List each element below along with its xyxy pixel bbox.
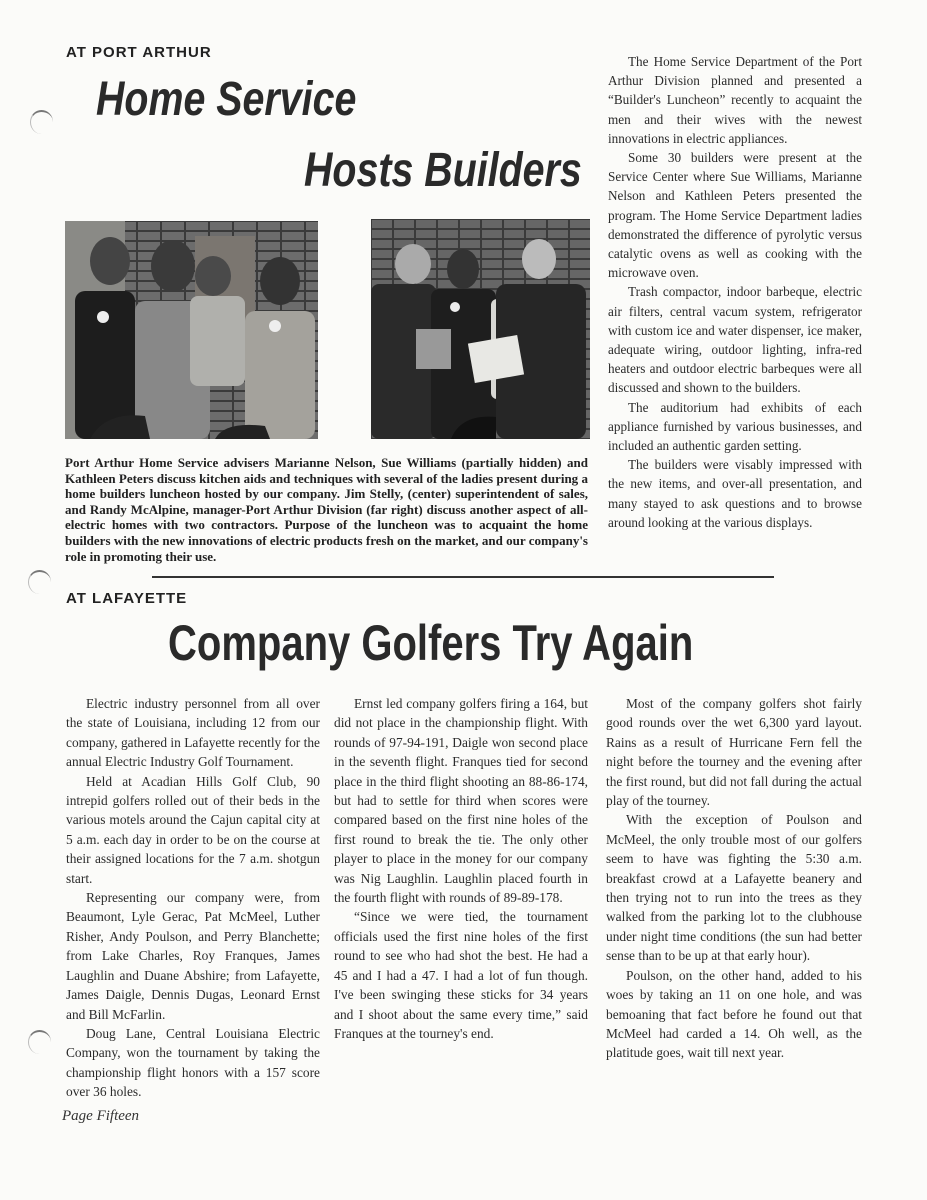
section-divider (152, 576, 774, 578)
article2-headline: Company Golfers Try Again (168, 615, 694, 671)
article2-paragraph: Poulson, on the other hand, added to his woes by taking an 11 on one hole, and was bemoaning that fact before he found out that McMeel had carded a 14. Oh well, as the platitude goes, wait till next year. (606, 967, 862, 1061)
article2-kicker: AT LAFAYETTE (66, 590, 188, 607)
article2-paragraph: Ernst led company golfers firing a 164, but did not place in the championship flight. With rounds of 97-94-191, Daigle won second place in the seventh flight. Franques tied for second place in the third flight shooting an 88-86-174, but had to settle for third when scores were compared based on the first nine holes of the first round to break the tie. The only other player to place in the money for our company was Nig Laughlin. Laughlin placed fourth in the fourth flight with rounds of 89-89-178. (334, 696, 588, 906)
article1-paragraph: Trash compactor, indoor barbeque, electric air filters, central vacum system, refrigerator with custom ice and water dispenser, ice maker, adequate wiring, outdoor lighting, infra-red heaters and outdoor electric barbeques were all discussed and shown to the builders. (608, 284, 862, 396)
article2-paragraph: Electric industry personnel from all over the state of Louisiana, including 12 from our company, gathered in Lafayette recently for the annual Electric Industry Golf Tournament. (66, 696, 320, 770)
article1-paragraph: The auditorium had exhibits of each appliance furnished by various businesses, and included an authentic garden setting. (608, 399, 862, 454)
photo-ladies-luncheon (65, 221, 318, 439)
photo-ladies-image (65, 221, 318, 439)
article1-kicker: AT PORT ARTHUR (66, 44, 212, 61)
article1-paragraph: The builders were visably impressed with the new items, and over-all presentation, and many stayed to ask questions and to browse around looking at the various displays. (608, 457, 862, 530)
photo-builders-contractors (371, 219, 590, 439)
article2-column-2 (334, 694, 588, 1043)
article2-column-3 (606, 694, 862, 1063)
article2-column-1 (66, 694, 320, 1102)
article1-paragraph: Some 30 builders were present at the Service Center where Sue Williams, Marianne Nelson and Kathleen Peters presented the program. The Home Service Department ladies demonstrated the difference of pyrolytic versus catalytic ovens as well as cooking with the microwave oven. (608, 150, 862, 281)
article1-headline-line1: Home Service (96, 73, 357, 126)
article1-paragraph: The Home Service Department of the Port Arthur Division planned and presented a “Builder's Luncheon” recently to acquaint the men and their wives with the newest innovations in electric appliances. (608, 54, 862, 146)
photo-builders-image (371, 219, 590, 439)
photo-caption: Port Arthur Home Service advisers Marianne Nelson, Sue Williams (partially hidden) and Kathleen Peters discuss kitchen aids and techniques with several of the ladies present during a home builders luncheon hosted by our company. Jim Stelly, (center) superintendent of sales, and Randy McAlpine, manager-Port Arthur Division (far right) discuss another aspect of all-electric homes with two contractors. Purpose of the luncheon was to acquaint the home builders with the new innovations of electric products fresh on the market, and our company's role in promoting their use. (65, 455, 588, 564)
punch-hole-bottom (28, 1030, 51, 1054)
article2-paragraph: Doug Lane, Central Louisiana Electric Company, won the tournament by taking the championship flight honors with a 157 score over 36 holes. (66, 1025, 320, 1100)
article1-headline-line2: Hosts Builders (304, 144, 582, 197)
article2-paragraph: Representing our company were, from Beaumont, Lyle Gerac, Pat McMeel, Luther Risher, Andy Poulson, and Perry Blanchette; from Lake Charles, Roy Franques, James Laughlin and Duane Abshire; from Lafayette, James Daigle, Dennis Dugas, Leonard Ernst and Bill McFarlin. (66, 890, 320, 1022)
article1-body (608, 52, 862, 532)
punch-hole-middle (28, 570, 51, 594)
page-number: Page Fifteen (62, 1108, 140, 1124)
article2-paragraph: Most of the company golfers shot fairly good rounds over the wet 6,300 yard layout. Rains as a result of Hurricane Fern fell the night before the tourney and the evening after the first round, but did not fall during the actual play of the tourney. (606, 696, 862, 809)
article2-paragraph: “Since we were tied, the tournament officials used the first nine holes of the first round to see who had shot the best. He had a 45 and I had a 47. I had a lot of fun though. I've been swinging these sticks for 34 years and I shoot about the same every time,” said Franques at the tourney's end. (334, 909, 588, 1041)
punch-hole-top (30, 110, 53, 134)
article2-paragraph: Held at Acadian Hills Golf Club, 90 intrepid golfers rolled out of their beds in the various motels around the Cajun capital city at 5 a.m. each day in order to be on the course at their assigned locations for the 7 a.m. shotgun start. (66, 773, 320, 886)
article2-paragraph: With the exception of Poulson and McMeel, the only trouble most of our golfers seem to have was fighting the 5:30 a.m. breakfast crowd at a Lafayette beanery and then trying not to run into the trees as they walked from the parking lot to the clubhouse under night time conditions (the sun had better sense than to be up at that early hour). (606, 812, 862, 964)
